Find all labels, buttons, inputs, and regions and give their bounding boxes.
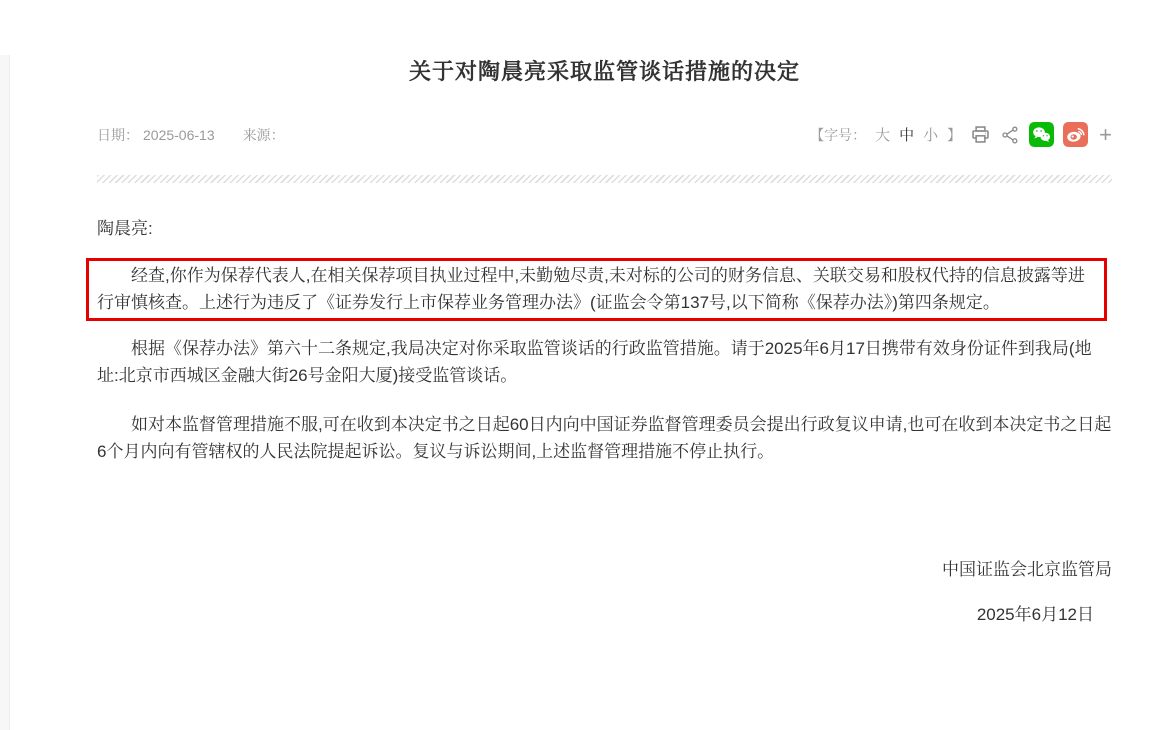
share-icon[interactable] [1000, 125, 1020, 145]
print-icon[interactable] [970, 124, 991, 145]
date-value: 2025-06-13 [143, 126, 215, 143]
wechat-icon[interactable] [1029, 122, 1054, 147]
issuing-agency: 中国证监会北京监管局 [942, 560, 1112, 579]
font-size-small-button[interactable]: 小 [923, 127, 939, 144]
decision-paragraph: 根据《保荐办法》第六十二条规定,我局决定对你采取监管谈话的行政监管措施。请于2025年6月17日携带有效身份证件到我局(地址:北京市西城区金融大街26号金阳大厦)接受监管谈话。 [97, 339, 1092, 385]
hatched-divider [97, 175, 1112, 183]
more-tools-button[interactable]: + [1099, 121, 1112, 147]
page-title: 关于对陶晨亮采取监管谈话措施的决定 [408, 59, 800, 84]
font-size-label-close: 】 [947, 126, 962, 143]
meta-toolbar-row [97, 122, 1112, 147]
violation-paragraph: 经查,你作为保荐代表人,在相关保荐项目执业过程中,未勤勉尽责,未对标的公司的财务信息、关联交易和股权代持的信息披露等进行审慎核查。上述行为违反了《证券发行上市保荐业务管理办法》(证监会令第137号,以下简称《保荐办法》)第四条规定。 [97, 266, 1085, 312]
font-size-label: 【字号： [810, 126, 867, 143]
highlighted-paragraph-box [86, 258, 1107, 321]
signature-block [97, 555, 1112, 625]
issue-date: 2025年6月12日 [976, 605, 1094, 624]
salutation: 陶晨亮: [97, 219, 153, 238]
source-label: 来源： [242, 126, 285, 143]
font-size-medium-button[interactable]: 中 [899, 127, 915, 144]
appeal-paragraph: 如对本监督管理措施不服,可在收到本决定书之日起60日内向中国证券监督管理委员会提出行政复议申请,也可在收到本决定书之日起6个月内向有管辖权的人民法院提起诉讼。复议与诉讼期间,上述监督管理措施不停止执行。 [97, 415, 1112, 461]
page-left-gutter [0, 55, 10, 730]
weibo-icon[interactable] [1063, 122, 1088, 147]
meta-info [97, 125, 289, 145]
document-content [97, 55, 1112, 625]
date-label: 日期： [97, 126, 139, 143]
font-size-large-button[interactable]: 大 [875, 127, 891, 144]
article-toolbar [810, 122, 1112, 147]
